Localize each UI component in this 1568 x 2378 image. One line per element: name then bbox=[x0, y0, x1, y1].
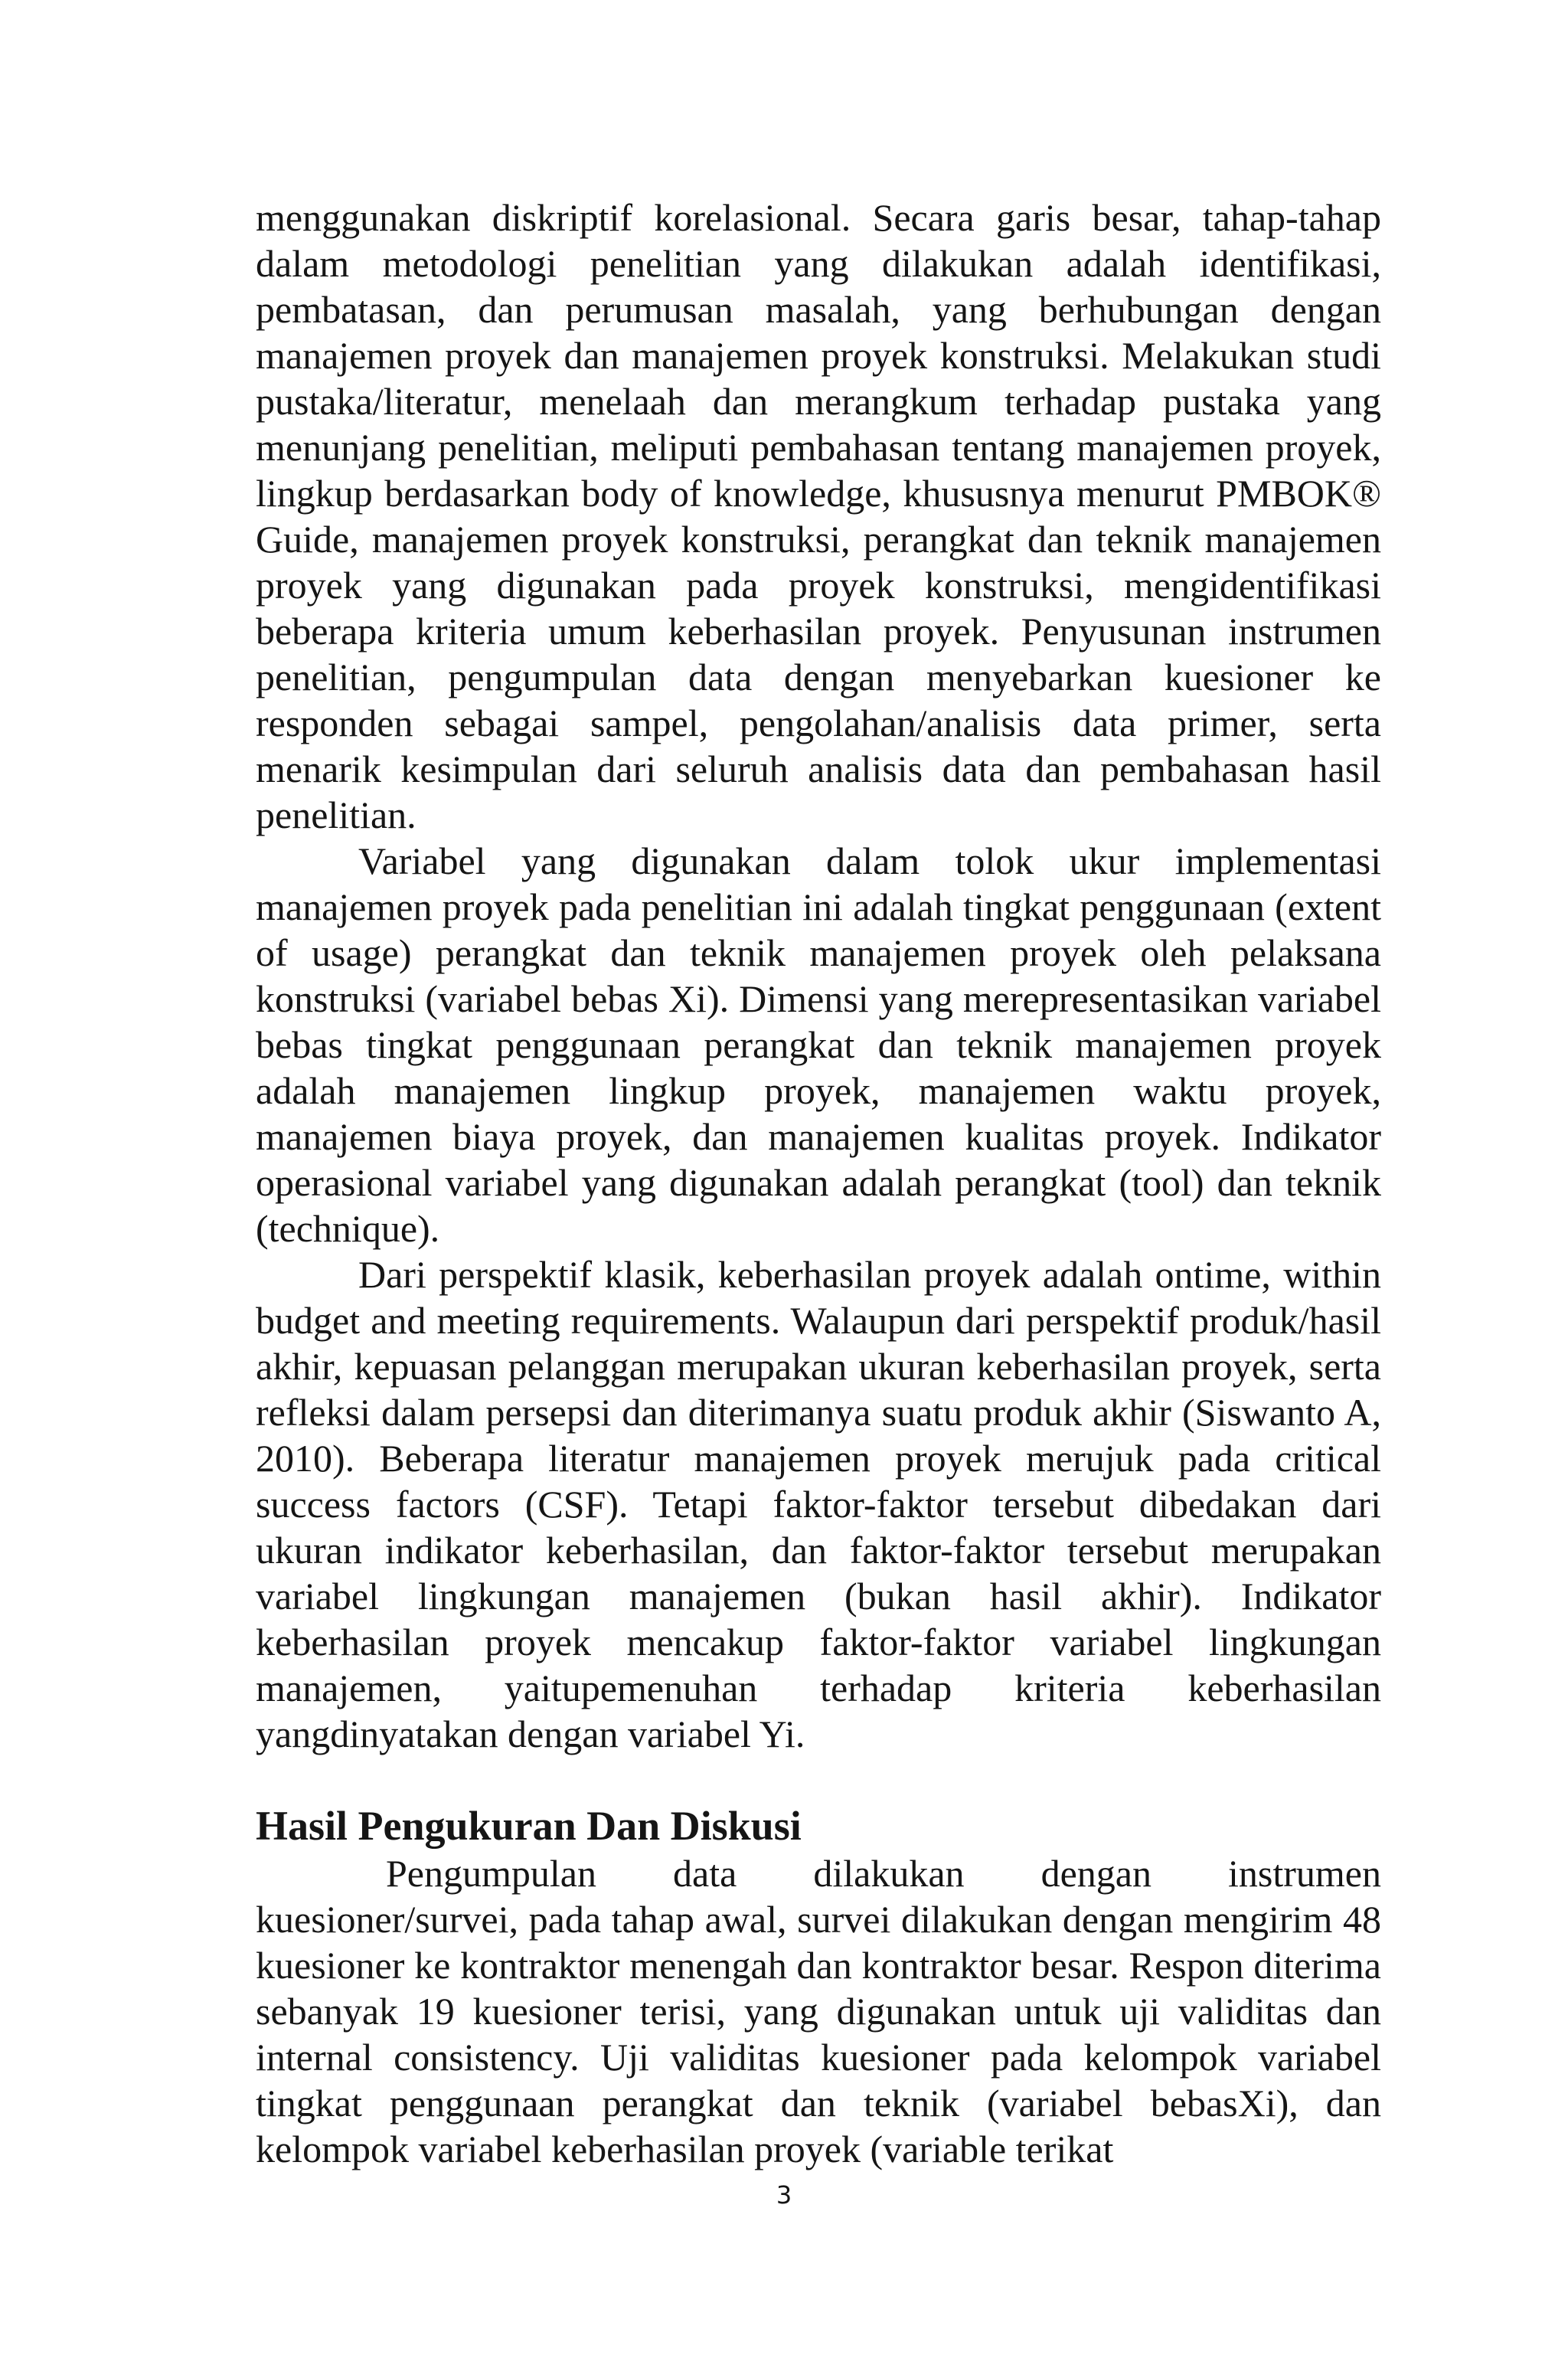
section-heading: Hasil Pengukuran Dan Diskusi bbox=[256, 1803, 802, 1849]
page-body bbox=[256, 195, 1381, 2172]
paragraph-methodology: menggunakan diskriptif korelasional. Secara garis besar, tahap-tahap dalam metodologi penelitian yang dilakukan adalah identifikasi, pembatasan, dan perumusan masalah, yang berhubungan dengan manajemen proyek dan manajemen proyek konstruksi. Melakukan studi pustaka/literatur, menelaah dan merangkum terhadap pustaka yang menunjang penelitian, meliputi pembahasan tentang manajemen proyek, lingkup berdasarkan body of knowledge, khususnya menurut PMBOK® Guide, manajemen proyek konstruksi, perangkat dan teknik manajemen proyek yang digunakan pada proyek konstruksi, mengidentifikasi beberapa kriteria umum keberhasilan proyek. Penyusunan instrumen penelitian, pengumpulan data dengan menyebarkan kuesioner ke responden sebagai sampel, pengolahan/analisis data primer, serta menarik kesimpulan dari seluruh analisis data dan pembahasan hasil penelitian. bbox=[256, 196, 1381, 836]
paragraph-variables: Variabel yang digunakan dalam tolok ukur implementasi manajemen proyek pada penelitian ini adalah tingkat penggunaan (extent of usage) perangkat dan teknik manajemen proyek oleh pelaksana konstruksi (variabel bebas Xi). Dimensi yang merepresentasikan variabel bebas tingkat penggunaan perangkat dan teknik manajemen proyek adalah manajemen lingkup proyek, manajemen waktu proyek, manajemen biaya proyek, dan manajemen kualitas proyek. Indikator operasional variabel yang digunakan adalah perangkat (tool) dan teknik (technique). bbox=[256, 839, 1381, 1250]
paragraph-data-collection: Pengumpulan data dilakukan dengan instrumen kuesioner/survei, pada tahap awal, survei dilakukan dengan mengirim 48 kuesioner ke kontraktor menengah dan kontraktor besar. Respon diterima sebanyak 19 kuesioner terisi, yang digunakan untuk uji validitas dan internal consistency. Uji validitas kuesioner pada kelompok variabel tingkat penggunaan perangkat dan teknik (variabel bebasXi), dan kelompok variabel keberhasilan proyek (variable terikat bbox=[256, 1852, 1381, 2170]
page-number: 3 bbox=[776, 2180, 792, 2210]
paragraph-success-perspective: Dari perspektif klasik, keberhasilan proyek adalah ontime, within budget and meeting requirements. Walaupun dari perspektif produk/hasil akhir, kepuasan pelanggan merupakan ukuran keberhasilan proyek, serta refleksi dalam persepsi dan diterimanya suatu produk akhir (Siswanto A, 2010). Beberapa literatur manajemen proyek merujuk pada critical success factors (CSF). Tetapi faktor-faktor tersebut dibedakan dari ukuran indikator keberhasilan, dan faktor-faktor tersebut merupakan variabel lingkungan manajemen (bukan hasil akhir). Indikator keberhasilan proyek mencakup faktor-faktor variabel lingkungan manajemen, yaitupemenuhan terhadap kriteria keberhasilan yangdinyatakan dengan variabel Yi. bbox=[256, 1253, 1381, 1755]
